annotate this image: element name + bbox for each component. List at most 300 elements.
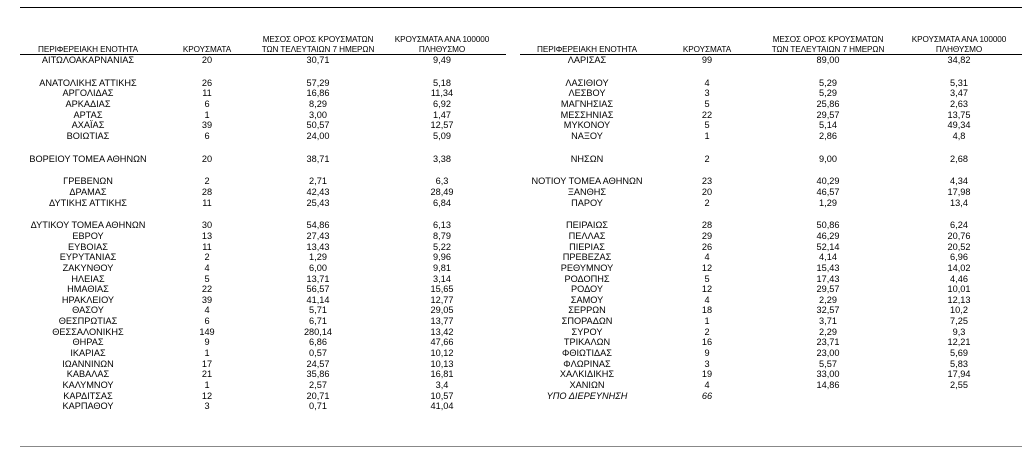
table-row [520,120,1022,131]
avg-7day-cell: 5,71 [309,305,327,316]
avg-7day-cell: 6,00 [309,262,327,273]
avg-7day-cell: 9,00 [819,153,837,164]
per-100k-cell: 5,18 [433,77,451,88]
region-cell: ΣΥΡΟΥ [571,326,603,337]
table-row [20,131,506,142]
per-100k-cell: 2,63 [950,98,968,109]
table-row [20,242,506,253]
table-row [520,337,1022,348]
cases-cell: 26 [201,77,213,88]
top-rule [20,7,1022,8]
avg-7day-cell: 57,29 [306,77,330,88]
per-100k-cell: 12,21 [947,337,971,348]
avg-7day-cell: 5,29 [819,77,837,88]
table-row [520,131,1022,142]
per-100k-cell: 13,77 [430,316,454,327]
region-cell: ΥΠΟ ΔΙΕΡΕΥΝΗΣΗ [546,390,628,401]
region-cell: ΕΥΒΟΙΑΣ [68,241,108,252]
region-cell: ΣΑΜΟΥ [570,294,604,305]
avg-7day-cell: 38,71 [306,153,330,164]
region-cell: ΠΑΡΟΥ [571,197,603,208]
bottom-rule [20,446,1022,447]
per-100k-cell: 8,79 [433,230,451,241]
table-row [20,198,506,209]
header-region: ΠΕΡΙΦΕΡΕΙΑΚΗ ΕΝΟΤΗΤΑ [38,44,138,54]
cases-cell: 12 [701,284,713,295]
region-cell: ΛΕΣΒΟΥ [568,88,606,99]
region-cell: ΦΛΩΡΙΝΑΣ [563,358,611,369]
region-cell: ΑΙΤΩΛΟΑΚΑΡΝΑΝΙΑΣ [20,55,156,66]
table-row [20,359,506,370]
cases-cell: 9 [704,348,710,359]
region-cell: ΛΑΡΙΣΑΣ [520,55,654,66]
avg-7day-cell: 23,00 [816,348,840,359]
region-cell: ΞΑΝΘΗΣ [567,186,607,197]
table-row [520,88,1022,99]
cases-cell: 2 [204,176,210,187]
table-row [520,263,1022,274]
table-row [520,242,1022,253]
header-cases: ΚΡΟΥΣΜΑΤΑ [682,44,732,54]
avg-7day-cell: 24,00 [306,130,330,141]
avg-7day-cell: 2,71 [309,176,327,187]
per-100k-cell: 5,83 [950,358,968,369]
spacer-row [20,208,506,220]
per-100k-cell: 3,14 [433,273,451,284]
per-100k-cell: 16,81 [430,369,454,380]
avg-7day-cell: 54,86 [306,220,330,231]
avg-7day-cell: 20,71 [306,390,330,401]
avg-7day-cell: 46,57 [816,186,840,197]
per-100k-cell: 9,3 [952,326,966,337]
per-100k-cell: 9,49 [378,55,506,66]
table-row [20,78,506,89]
avg-7day-cell: 13,43 [306,241,330,252]
cases-cell: 2 [704,153,710,164]
region-cell: ΡΟΔΟΠΗΣ [564,273,610,284]
avg-7day-cell: 3,71 [819,316,837,327]
avg-7day-cell: 0,57 [309,348,327,359]
per-100k-cell: 4,34 [950,176,968,187]
spacer-cell [20,66,506,78]
per-100k-cell: 10,12 [430,348,454,359]
spacer-row [20,142,506,154]
region-cell: ΚΑΛΥΜΝΟΥ [62,380,114,391]
per-100k-cell: 5,31 [950,77,968,88]
cases-cell: 11 [202,197,212,208]
table-row [520,110,1022,121]
per-100k-cell: 6,3 [435,176,449,187]
cases-cell: 1 [704,316,710,327]
avg-7day-cell: 1,29 [309,252,327,263]
per-100k-cell: 13,75 [947,109,971,120]
region-cell: ΙΚΑΡΙΑΣ [70,348,106,359]
cases-cell: 26 [701,241,713,252]
table-row [520,198,1022,209]
region-cell: ΠΙΕΡΙΑΣ [569,241,605,252]
table-row [20,391,506,402]
region-cell: ΕΒΡΟΥ [72,230,104,241]
cases-cell: 20 [201,153,213,164]
avg-7day-cell: 50,57 [306,120,330,131]
per-100k-cell: 4,8 [952,130,966,141]
avg-7day-cell: 5,14 [819,120,837,131]
avg-7day-cell: 3,00 [309,109,327,120]
region-cell: ΑΝΑΤΟΛΙΚΗΣ ΑΤΤΙΚΗΣ [39,77,137,88]
table-row [20,401,506,412]
table-row [520,78,1022,89]
header-7day-average: ΜΕΣΟΣ ΟΡΟΣ ΚΡΟΥΣΜΑΤΩΝ ΤΩΝ ΤΕΛΕΥΤΑΙΩΝ 7 ΗΜΕΡΩΝ [261,35,375,54]
per-100k-cell: 17,98 [947,186,971,197]
region-cell: ΘΑΣΟΥ [72,305,104,316]
region-cell: ΔΥΤΙΚΗΣ ΑΤΤΙΚΗΣ [49,197,127,208]
per-100k-cell: 4,46 [950,273,968,284]
spacer-cell [520,164,1022,176]
table-row [520,369,1022,380]
cases-cell: 28 [201,186,213,197]
per-100k-cell: 12,77 [430,294,454,305]
table-row [520,327,1022,338]
avg-7day-cell: 35,86 [306,369,330,380]
avg-7day-cell: 29,57 [816,284,840,295]
avg-7day-cell: 2,29 [819,326,837,337]
cases-cell: 66 [701,390,713,401]
right-cases-table [520,32,1022,401]
avg-7day-cell: 14,86 [816,380,840,391]
avg-7day-cell: 89,00 [760,55,896,66]
cases-cell: 21 [201,369,213,380]
cases-cell: 5 [704,273,710,284]
avg-7day-cell: 17,43 [816,273,840,284]
avg-7day-cell: 2,86 [819,130,837,141]
cases-cell: 4 [704,252,710,263]
cases-cell: 3 [704,358,710,369]
region-cell: ΔΥΤΙΚΟΥ ΤΟΜΕΑ ΑΘΗΝΩΝ [30,220,146,231]
cases-cell: 5 [204,273,210,284]
avg-7day-cell: 6,71 [309,316,327,327]
cases-cell: 2 [204,252,210,263]
region-cell: ΠΕΙΡΑΙΩΣ [566,220,608,231]
cases-cell: 3 [204,401,210,412]
region-cell: ΧΑΛΚΙΔΙΚΗΣ [559,369,615,380]
table-row [520,284,1022,295]
per-100k-cell: 3,38 [433,153,451,164]
avg-7day-cell: 15,43 [816,262,840,273]
region-cell: ΣΠΟΡΑΔΩΝ [561,316,613,327]
avg-7day-cell: 5,29 [819,88,837,99]
spacer-cell [520,142,1022,154]
region-cell: ΘΕΣΠΡΩΤΙΑΣ [58,316,118,327]
region-cell: ΛΑΣΙΘΙΟΥ [565,77,609,88]
table-row [20,220,506,231]
per-100k-cell: 6,24 [950,220,968,231]
avg-7day-cell: 1,29 [819,197,837,208]
avg-7day-cell: 24,57 [306,358,330,369]
table-row [520,176,1022,187]
table-row [20,88,506,99]
table-row [20,337,506,348]
region-cell: ΑΡΚΑΔΙΑΣ [65,98,111,109]
region-cell: ΜΑΓΝΗΣΙΑΣ [560,98,614,109]
table-row [520,305,1022,316]
avg-7day-cell: 8,29 [309,98,327,109]
per-100k-cell: 10,2 [950,305,968,316]
avg-7day-cell: 32,57 [816,305,840,316]
avg-7day-cell: 25,43 [306,197,330,208]
region-cell: ΑΡΓΟΛΙΔΑΣ [62,88,114,99]
per-100k-cell: 9,96 [433,252,451,263]
per-100k-cell: 20,52 [947,241,971,252]
avg-7day-cell: 2,29 [819,294,837,305]
region-cell: ΑΡΤΑΣ [73,109,103,120]
per-100k-cell: 6,13 [433,220,451,231]
per-100k-cell [896,391,1022,402]
spacer-row [520,164,1022,176]
avg-7day-cell: 0,71 [309,401,327,412]
per-100k-cell: 29,05 [430,305,454,316]
cases-cell: 12 [701,262,713,273]
table-row [20,99,506,110]
region-cell: ΡΟΔΟΥ [570,284,603,295]
cases-cell: 2 [704,197,710,208]
region-cell: ΚΑΒΑΛΑΣ [66,369,110,380]
avg-7day-cell: 16,86 [306,88,330,99]
cases-cell: 99 [654,55,760,66]
table-row [520,252,1022,263]
table-row [520,295,1022,306]
avg-7day-cell: 30,71 [258,55,378,66]
cases-cell: 5 [704,120,710,131]
region-cell: ΚΑΡΠΑΘΟΥ [62,401,114,412]
avg-7day-cell: 280,14 [303,326,333,337]
cases-cell: 3 [704,88,710,99]
region-cell: ΕΥΡΥΤΑΝΙΑΣ [59,252,117,263]
per-100k-cell: 10,13 [430,358,454,369]
cases-cell: 4 [704,77,710,88]
per-100k-cell: 6,96 [950,252,968,263]
avg-7day-cell: 13,71 [306,273,330,284]
spacer-row [20,164,506,176]
per-100k-cell: 20,76 [947,230,971,241]
table-row [20,284,506,295]
header-cases: ΚΡΟΥΣΜΑΤΑ [182,44,232,54]
table-row [20,380,506,391]
avg-7day-cell: 50,86 [816,220,840,231]
avg-7day-cell: 46,29 [816,230,840,241]
region-cell: ΠΕΛΛΑΣ [568,230,606,241]
region-cell: ΦΘΙΩΤΙΔΑΣ [561,348,612,359]
avg-7day-cell: 2,57 [309,380,327,391]
table-row [520,380,1022,391]
table-row [520,391,1022,402]
per-100k-cell: 6,92 [433,98,451,109]
table-row [20,154,506,165]
per-100k-cell: 6,84 [433,197,451,208]
region-cell: ΡΕΘΥΜΝΟΥ [560,262,614,273]
avg-7day-cell [760,391,896,402]
table-row [520,316,1022,327]
cases-cell: 1 [204,109,210,120]
table-row [20,295,506,306]
region-cell: ΖΑΚΥΝΘΟΥ [62,262,114,273]
table-row [20,327,506,338]
per-100k-cell: 5,09 [433,130,451,141]
avg-7day-cell: 5,57 [819,358,837,369]
table-row [20,316,506,327]
table-row [520,55,1022,66]
region-cell: ΔΡΑΜΑΣ [69,186,107,197]
spacer-cell [520,208,1022,220]
avg-7day-cell: 42,43 [306,186,330,197]
per-100k-cell: 12,57 [430,120,454,131]
per-100k-cell: 28,49 [430,186,454,197]
per-100k-cell: 3,47 [950,88,968,99]
table-row [20,110,506,121]
cases-cell: 20 [701,186,713,197]
per-100k-cell: 13,42 [430,326,454,337]
per-100k-cell: 1,47 [433,109,451,120]
cases-cell: 13 [201,230,213,241]
region-cell: ΝΗΣΩΝ [570,153,604,164]
cases-cell: 2 [704,326,710,337]
per-100k-cell: 9,81 [433,262,451,273]
avg-7day-cell: 4,14 [819,252,837,263]
avg-7day-cell: 6,86 [309,337,327,348]
avg-7day-cell: 41,14 [306,294,330,305]
header-per-100k: ΚΡΟΥΣΜΑΤΑ ΑΝΑ 100000 ΠΛΗΘΥΣΜΟ [911,35,1007,54]
avg-7day-cell: 25,86 [816,98,840,109]
per-100k-cell: 11,34 [430,88,454,99]
region-cell: ΝΟΤΙΟΥ ΤΟΜΕΑ ΑΘΗΝΩΝ [531,176,643,187]
table-row [20,263,506,274]
table-row [20,274,506,285]
region-cell: ΚΑΡΔΙΤΣΑΣ [63,390,113,401]
cases-cell: 12 [201,390,213,401]
spacer-row [520,142,1022,154]
region-cell: ΤΡΙΚΑΛΩΝ [563,337,611,348]
region-cell: ΘΗΡΑΣ [72,337,104,348]
per-100k-cell: 49,34 [947,120,971,131]
cases-cell: 1 [704,130,710,141]
region-cell: ΝΑΞΟΥ [571,130,603,141]
cases-cell: 11 [202,88,212,99]
cases-cell: 18 [701,305,713,316]
table-row [20,252,506,263]
cases-cell: 9 [204,337,210,348]
right-header-row [520,32,1022,55]
per-100k-cell: 47,66 [430,337,454,348]
table-row [20,55,506,66]
cases-cell: 6 [204,98,210,109]
per-100k-cell: 17,94 [947,369,971,380]
table-row [520,274,1022,285]
table-row [520,99,1022,110]
cases-cell: 6 [204,316,210,327]
per-100k-cell: 41,04 [430,401,454,412]
per-100k-cell: 10,57 [430,390,454,401]
table-row [20,369,506,380]
avg-7day-cell: 33,00 [816,369,840,380]
cases-cell: 39 [201,294,213,305]
region-cell: ΗΡΑΚΛΕΙΟΥ [61,294,115,305]
cases-cell: 11 [202,241,212,252]
spacer-cell [520,66,1022,78]
table-row [20,348,506,359]
region-cell: ΗΜΑΘΙΑΣ [67,284,109,295]
cases-cell: 149 [199,326,215,337]
cases-cell: 1 [204,348,210,359]
region-cell: ΣΕΡΡΩΝ [568,305,606,316]
region-cell: ΜΕΣΣΗΝΙΑΣ [560,109,614,120]
per-100k-cell: 15,65 [430,284,454,295]
table-row [520,154,1022,165]
region-cell: ΜΥΚΟΝΟΥ [563,120,611,131]
table-row [20,176,506,187]
region-cell: ΠΡΕΒΕΖΑΣ [562,252,612,263]
spacer-cell [20,164,506,176]
cases-cell: 5 [704,98,710,109]
per-100k-cell: 10,01 [947,284,971,295]
cases-cell: 30 [201,220,213,231]
spacer-cell [20,142,506,154]
avg-7day-cell: 40,29 [816,176,840,187]
cases-cell: 22 [701,109,713,120]
cases-cell: 1 [204,380,210,391]
avg-7day-cell: 56,57 [306,284,330,295]
region-cell: ΒΟΡΕΙΟΥ ΤΟΜΕΑ ΑΘΗΝΩΝ [29,153,147,164]
cases-cell: 4 [204,305,210,316]
per-100k-cell: 14,02 [947,262,971,273]
region-cell: ΒΟΙΩΤΙΑΣ [66,130,110,141]
avg-7day-cell: 23,71 [816,337,840,348]
per-100k-cell: 2,68 [950,153,968,164]
per-100k-cell: 5,22 [433,241,451,252]
header-per-100k: ΚΡΟΥΣΜΑΤΑ ΑΝΑ 100000 ΠΛΗΘΥΣΜΟ [394,35,490,54]
region-cell: ΑΧΑΪΑΣ [71,120,105,131]
cases-cell: 16 [701,337,713,348]
avg-7day-cell: 27,43 [306,230,330,241]
spacer-cell [20,208,506,220]
header-region: ΠΕΡΙΦΕΡΕΙΑΚΗ ΕΝΟΤΗΤΑ [537,44,637,54]
table-row [520,187,1022,198]
per-100k-cell: 34,82 [896,55,1022,66]
cases-cell: 22 [201,284,213,295]
cases-cell: 17 [201,358,213,369]
region-cell: ΓΡΕΒΕΝΩΝ [63,176,113,187]
table-row [520,220,1022,231]
avg-7day-cell: 29,57 [816,109,840,120]
table-row [520,348,1022,359]
left-header-row [20,32,506,55]
table-row [520,359,1022,370]
per-100k-cell: 3,4 [435,380,449,391]
table-row [20,187,506,198]
table-row [20,305,506,316]
header-7day-average: ΜΕΣΟΣ ΟΡΟΣ ΚΡΟΥΣΜΑΤΩΝ ΤΩΝ ΤΕΛΕΥΤΑΙΩΝ 7 ΗΜΕΡΩΝ [771,35,885,54]
per-100k-cell: 13,4 [950,197,968,208]
cases-cell: 4 [704,294,710,305]
region-cell: ΘΕΣΣΑΛΟΝΙΚΗΣ [52,326,124,337]
cases-cell: 20 [156,55,258,66]
avg-7day-cell: 52,14 [816,241,840,252]
cases-cell: 6 [204,130,210,141]
region-cell: ΗΛΕΙΑΣ [71,273,105,284]
region-cell: ΧΑΝΙΩΝ [569,380,605,391]
left-cases-table [20,32,506,412]
cases-cell: 23 [701,176,713,187]
per-100k-cell: 5,69 [950,348,968,359]
cases-cell: 4 [204,262,210,273]
